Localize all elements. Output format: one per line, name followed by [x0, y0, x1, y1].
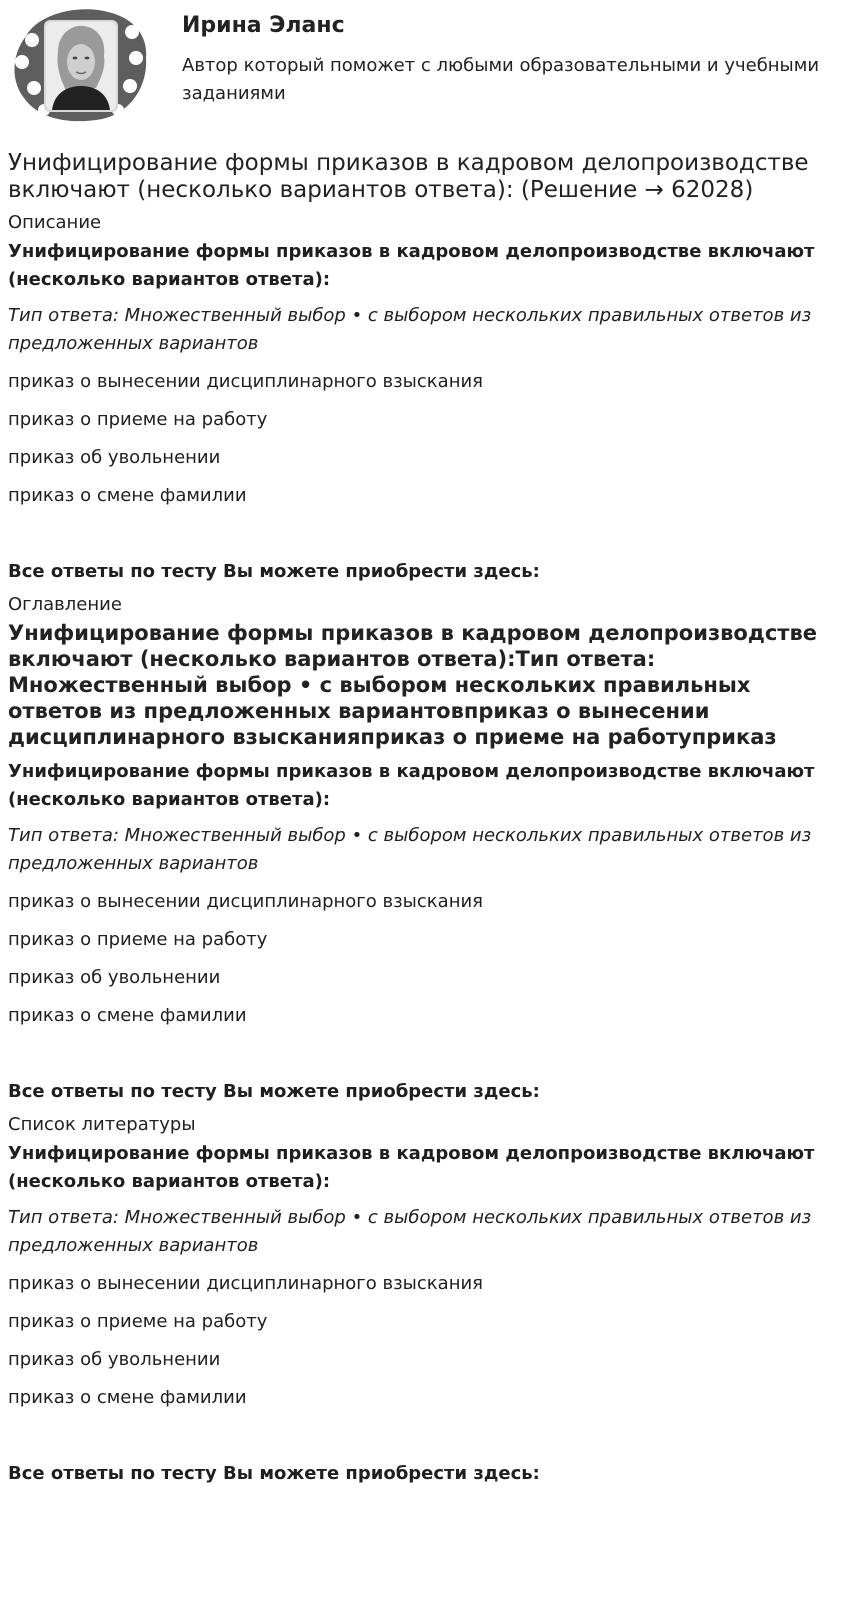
section-label-description: Описание — [8, 212, 102, 233]
page-title: Унифицирование формы приказов в кадровом делопроизводстве включают (несколько вариантов ответа): (Решение → 62028) — [8, 150, 809, 203]
buy-link-text[interactable]: Все ответы по тесту Вы можете приобрести здесь: — [8, 561, 540, 582]
author-name[interactable]: Ирина Эланс — [182, 13, 345, 38]
section-literature — [8, 1114, 838, 1488]
answer-option: приказ об увольнении — [8, 1349, 221, 1370]
spacer — [8, 1422, 838, 1460]
answer-option: приказ о смене фамилии — [8, 1387, 247, 1408]
question-text: Унифицирование формы приказов в кадровом делопроизводстве включают (несколько вариантов ответа): — [8, 761, 815, 810]
answer-option: приказ о приеме на работу — [8, 1311, 268, 1332]
answer-type: Тип ответа: Множественный выбор • с выбором нескольких правильных ответов из предложенных вариантов — [8, 825, 812, 874]
answer-type: Тип ответа: Множественный выбор • с выбором нескольких правильных ответов из предложенных вариантов — [8, 1207, 812, 1256]
section-label-literature: Список литературы — [8, 1114, 196, 1135]
answer-option: приказ о приеме на работу — [8, 409, 268, 430]
main-content — [8, 150, 838, 1496]
answer-option: приказ об увольнении — [8, 447, 221, 468]
buy-link-text[interactable]: Все ответы по тесту Вы можете приобрести здесь: — [8, 1463, 540, 1484]
answer-option: приказ о вынесении дисциплинарного взыскания — [8, 371, 483, 392]
toc-heading: Унифицирование формы приказов в кадровом делопроизводстве включают (несколько вариантов ответа):Тип ответа: Множественный выбор • с выбором нескольких правильных ответов из предложенных вариантовприказ о вынесении дисциплинарного взысканияприказ о приеме на работуприказ — [8, 621, 817, 749]
question-text: Унифицирование формы приказов в кадровом делопроизводстве включают (несколько вариантов ответа): — [8, 241, 815, 290]
answer-option: приказ об увольнении — [8, 967, 221, 988]
answer-option: приказ о смене фамилии — [8, 485, 247, 506]
spacer — [8, 520, 838, 558]
author-card — [8, 6, 839, 126]
question-text: Унифицирование формы приказов в кадровом делопроизводстве включают (несколько вариантов ответа): — [8, 1143, 815, 1192]
answer-type: Тип ответа: Множественный выбор • с выбором нескольких правильных ответов из предложенных вариантов — [8, 305, 812, 354]
spacer — [8, 1040, 838, 1078]
answer-option: приказ о смене фамилии — [8, 1005, 247, 1026]
author-avatar — [8, 6, 150, 124]
buy-link-text[interactable]: Все ответы по тесту Вы можете приобрести здесь: — [8, 1081, 540, 1102]
author-description: Автор который поможет с любыми образовательными и учебными заданиями — [182, 55, 820, 104]
answer-option: приказ о вынесении дисциплинарного взыскания — [8, 1273, 483, 1294]
answer-option: приказ о вынесении дисциплинарного взыскания — [8, 891, 483, 912]
section-label-toc: Оглавление — [8, 594, 122, 615]
answer-option: приказ о приеме на работу — [8, 929, 268, 950]
section-description — [8, 212, 838, 586]
section-toc — [8, 594, 838, 1106]
